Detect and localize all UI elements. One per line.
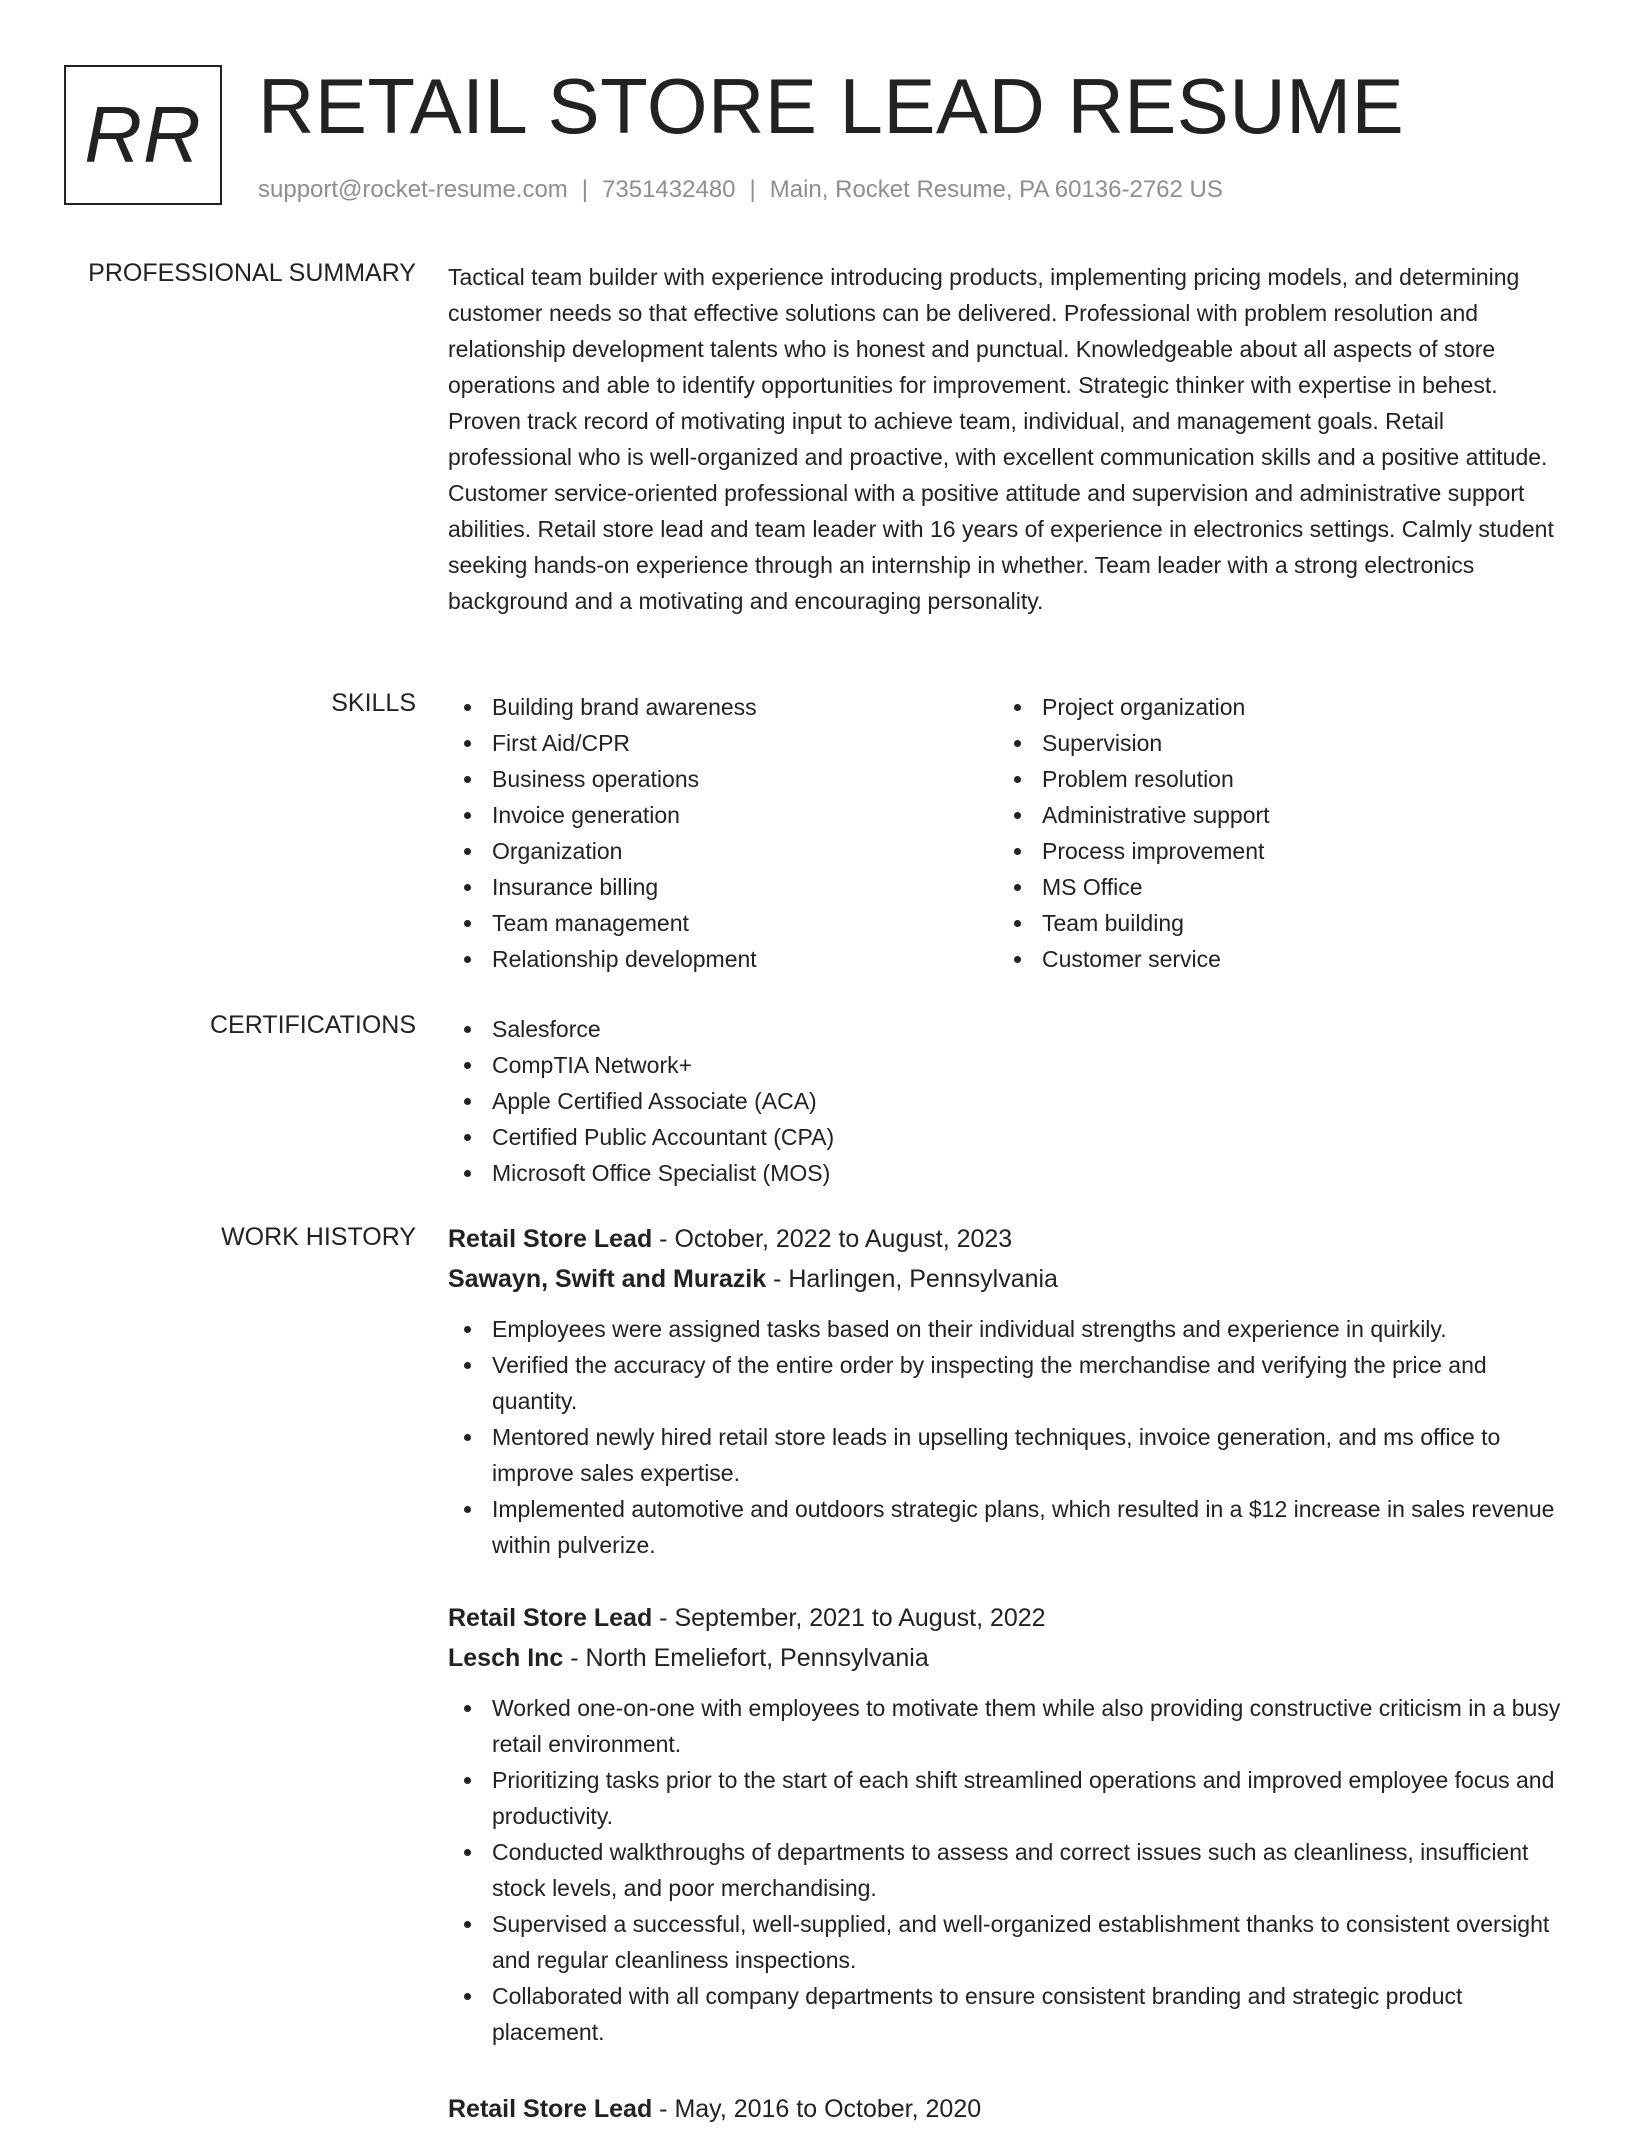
- skill-item: Administrative support: [998, 797, 1538, 833]
- skills-heading: SKILLS: [331, 689, 416, 717]
- skill-item: Problem resolution: [998, 761, 1538, 797]
- certifications-body: [448, 1011, 1568, 1191]
- job-bullet: Collaborated with all company departments to ensure consistent branding and strategic product placement.: [448, 1978, 1568, 2050]
- contact-separator: |: [749, 176, 756, 203]
- monogram-logo: RR: [64, 65, 222, 205]
- job-title-line: [448, 1598, 1568, 1638]
- skill-item: MS Office: [998, 869, 1538, 905]
- job-location: - North Emeliefort, Pennsylvania: [563, 1644, 929, 1672]
- job-title: Retail Store Lead: [448, 1604, 653, 1632]
- resume-header: [64, 62, 1572, 210]
- job-company-line: [448, 1259, 1568, 1299]
- certification-item: Apple Certified Associate (ACA): [448, 1083, 1568, 1119]
- job-bullet: Supervised a successful, well-supplied, and well-organized establishment thanks to consistent oversight and regular cleanliness inspections.: [448, 1906, 1568, 1978]
- page-title: RETAIL STORE LEAD RESUME: [258, 62, 1405, 150]
- job-title: Retail Store Lead: [448, 1225, 653, 1253]
- skill-item: Team management: [448, 905, 988, 941]
- job-company: Sawayn, Swift and Murazik: [448, 1265, 767, 1293]
- skill-item: Supervision: [998, 725, 1538, 761]
- certification-item: CompTIA Network+: [448, 1047, 1568, 1083]
- skill-item: Organization: [448, 833, 988, 869]
- job-bullet: Prioritizing tasks prior to the start of each shift streamlined operations and improved employee focus and productivity.: [448, 1762, 1568, 1834]
- skill-item: Business operations: [448, 761, 988, 797]
- job-bullet: Worked one-on-one with employees to motivate them while also providing constructive criticism in a busy retail environment.: [448, 1690, 1568, 1762]
- job-location: - Harlingen, Pennsylvania: [766, 1265, 1058, 1293]
- skill-item: Building brand awareness: [448, 689, 988, 725]
- certifications-heading: CERTIFICATIONS: [209, 1011, 416, 1039]
- contact-separator: |: [581, 176, 589, 203]
- job-entry: [448, 2089, 1568, 2129]
- skill-item: Team building: [998, 905, 1538, 941]
- job-bullet: Verified the accuracy of the entire order by inspecting the merchandise and verifying the price and quantity.: [448, 1347, 1568, 1419]
- summary-heading: PROFESSIONAL SUMMARY: [88, 259, 416, 287]
- job-company: Lesch Inc: [448, 1644, 564, 1672]
- summary-text: Tactical team builder with experience introducing products, implementing pricing models, and determining customer needs so that effective solutions can be delivered. Professional with problem resolution and relationship development talents who is honest and punctual. Knowledgeable about all aspects of store operations and able to identify opportunities for improvement. Strategic thinker with expertise in behest. Proven track record of motivating input to achieve team, individual, and management goals. Retail professional who is well-organized and proactive, with excellent communication skills and a positive attitude. Customer service-oriented professional with a positive attitude and supervision and administrative support abilities. Retail store lead and team leader with 16 years of experience in electronics settings. Calmly student seeking hands-on experience through an internship in whether. Team leader with a strong electronics background and a motivating and encouraging personality.: [448, 264, 1554, 614]
- skill-item: Relationship development: [448, 941, 988, 977]
- contact-phone[interactable]: 7351432480: [602, 176, 736, 203]
- job-bullet: Employees were assigned tasks based on their individual strengths and experience in quirkily.: [448, 1311, 1568, 1347]
- skill-item: Insurance billing: [448, 869, 988, 905]
- certification-item: Microsoft Office Specialist (MOS): [448, 1155, 1568, 1191]
- job-title: Retail Store Lead: [448, 2095, 653, 2123]
- skills-body: [448, 689, 1568, 989]
- contact-line: [258, 176, 1223, 204]
- skill-item: Project organization: [998, 689, 1538, 725]
- job-bullet: Mentored newly hired retail store leads in upselling techniques, invoice generation, and ms office to improve sales expertise.: [448, 1419, 1568, 1491]
- certification-item: Certified Public Accountant (CPA): [448, 1119, 1568, 1155]
- certification-item: Salesforce: [448, 1011, 1568, 1047]
- summary-body: [448, 259, 1568, 619]
- skills-column-left: [448, 689, 988, 977]
- job-bullet: Implemented automotive and outdoors strategic plans, which resulted in a $12 increase in sales revenue within pulverize.: [448, 1491, 1568, 1563]
- job-title-line: [448, 2089, 1568, 2129]
- skills-column-right: [998, 689, 1538, 977]
- job-bullet: Conducted walkthroughs of departments to assess and correct issues such as cleanliness, insufficient stock levels, and poor merchandising.: [448, 1834, 1568, 1906]
- contact-address: Main, Rocket Resume, PA 60136-2762 US: [769, 176, 1223, 203]
- contact-email[interactable]: support@rocket-resume.com: [258, 176, 568, 203]
- skill-item: Invoice generation: [448, 797, 988, 833]
- job-dates: - September, 2021 to August, 2022: [652, 1604, 1046, 1632]
- skill-item: First Aid/CPR: [448, 725, 988, 761]
- job-dates: - October, 2022 to August, 2023: [652, 1225, 1013, 1253]
- job-entry: [448, 1598, 1568, 2050]
- job-dates: - May, 2016 to October, 2020: [652, 2095, 982, 2123]
- job-title-line: [448, 1219, 1568, 1259]
- skill-item: Customer service: [998, 941, 1538, 977]
- work-history-heading: WORK HISTORY: [221, 1223, 416, 1251]
- job-entry: [448, 1219, 1568, 1563]
- job-company-line: [448, 1638, 1568, 1678]
- skill-item: Process improvement: [998, 833, 1538, 869]
